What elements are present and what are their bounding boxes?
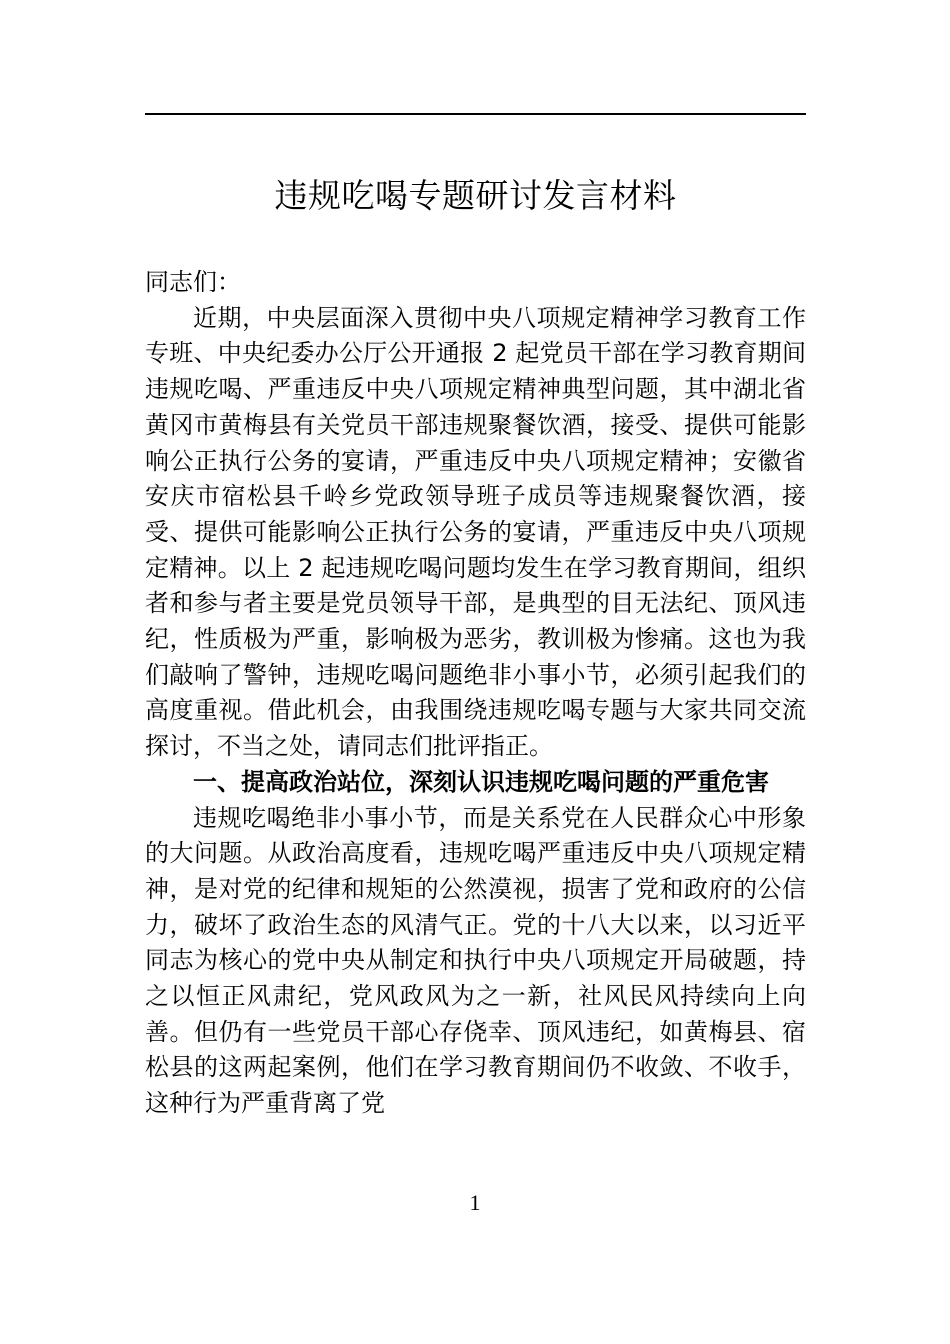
page-number: 1: [469, 1190, 481, 1215]
section-heading: 一、提高政治站位，深刻认识违规吃喝问题的严重危害: [193, 767, 769, 796]
intro-paragraph: 近期，中央层面深入贯彻中央八项规定精神学习教育工作专班、中央纪委办公厅公开通报 2 起党员干部在学习教育期间违规吃喝、严重违反中央八项规定精神典型问题，其中湖北省黄冈市黄梅县有关党员干部违规聚餐饮酒，接受、提供可能影响公正执行公务的宴请，严重违反中央八项规定精神；安徽省安庆市宿松县千岭乡党政领导班子成员等违规聚餐饮酒，接受、提供可能影响公正执行公务的宴请，严重违反中央八项规定精神。以上 2 起违规吃喝问题均发生在学习教育期间，组织者和参与者主要是党员领导干部，是典型的目无法纪、顶风违纪，性质极为严重，影响极为恶劣，教训极为惨痛。这也为我们敲响了警钟，违规吃喝问题绝非小事小节，必须引起我们的高度重视。借此机会，由我围绕违规吃喝专题与大家共同交流探讨，不当之处，请同志们批评指正。: [145, 303, 806, 761]
header-rule: [145, 113, 806, 115]
document-body: [145, 265, 806, 1122]
document-title: 违规吃喝专题研讨发言材料: [274, 176, 677, 215]
section-paragraph: 违规吃喝绝非小事小节，而是关系党在人民群众心中形象的大问题。从政治高度看，违规吃喝严重违反中央八项规定精神，是对党的纪律和规矩的公然漠视，损害了党和政府的公信力，破坏了政治生态的风清气正。党的十八大以来，以习近平同志为核心的党中央从制定和执行中央八项规定开局破题，持之以恒正风肃纪，党风政风为之一新，社风民风持续向上向善。但仍有一些党员干部心存侥幸、顶风违纪，如黄梅县、宿松县的这两起案例，他们在学习教育期间仍不收敛、不收手，这种行为严重背离了党: [145, 803, 806, 1118]
salutation: 同志们：: [145, 268, 241, 296]
